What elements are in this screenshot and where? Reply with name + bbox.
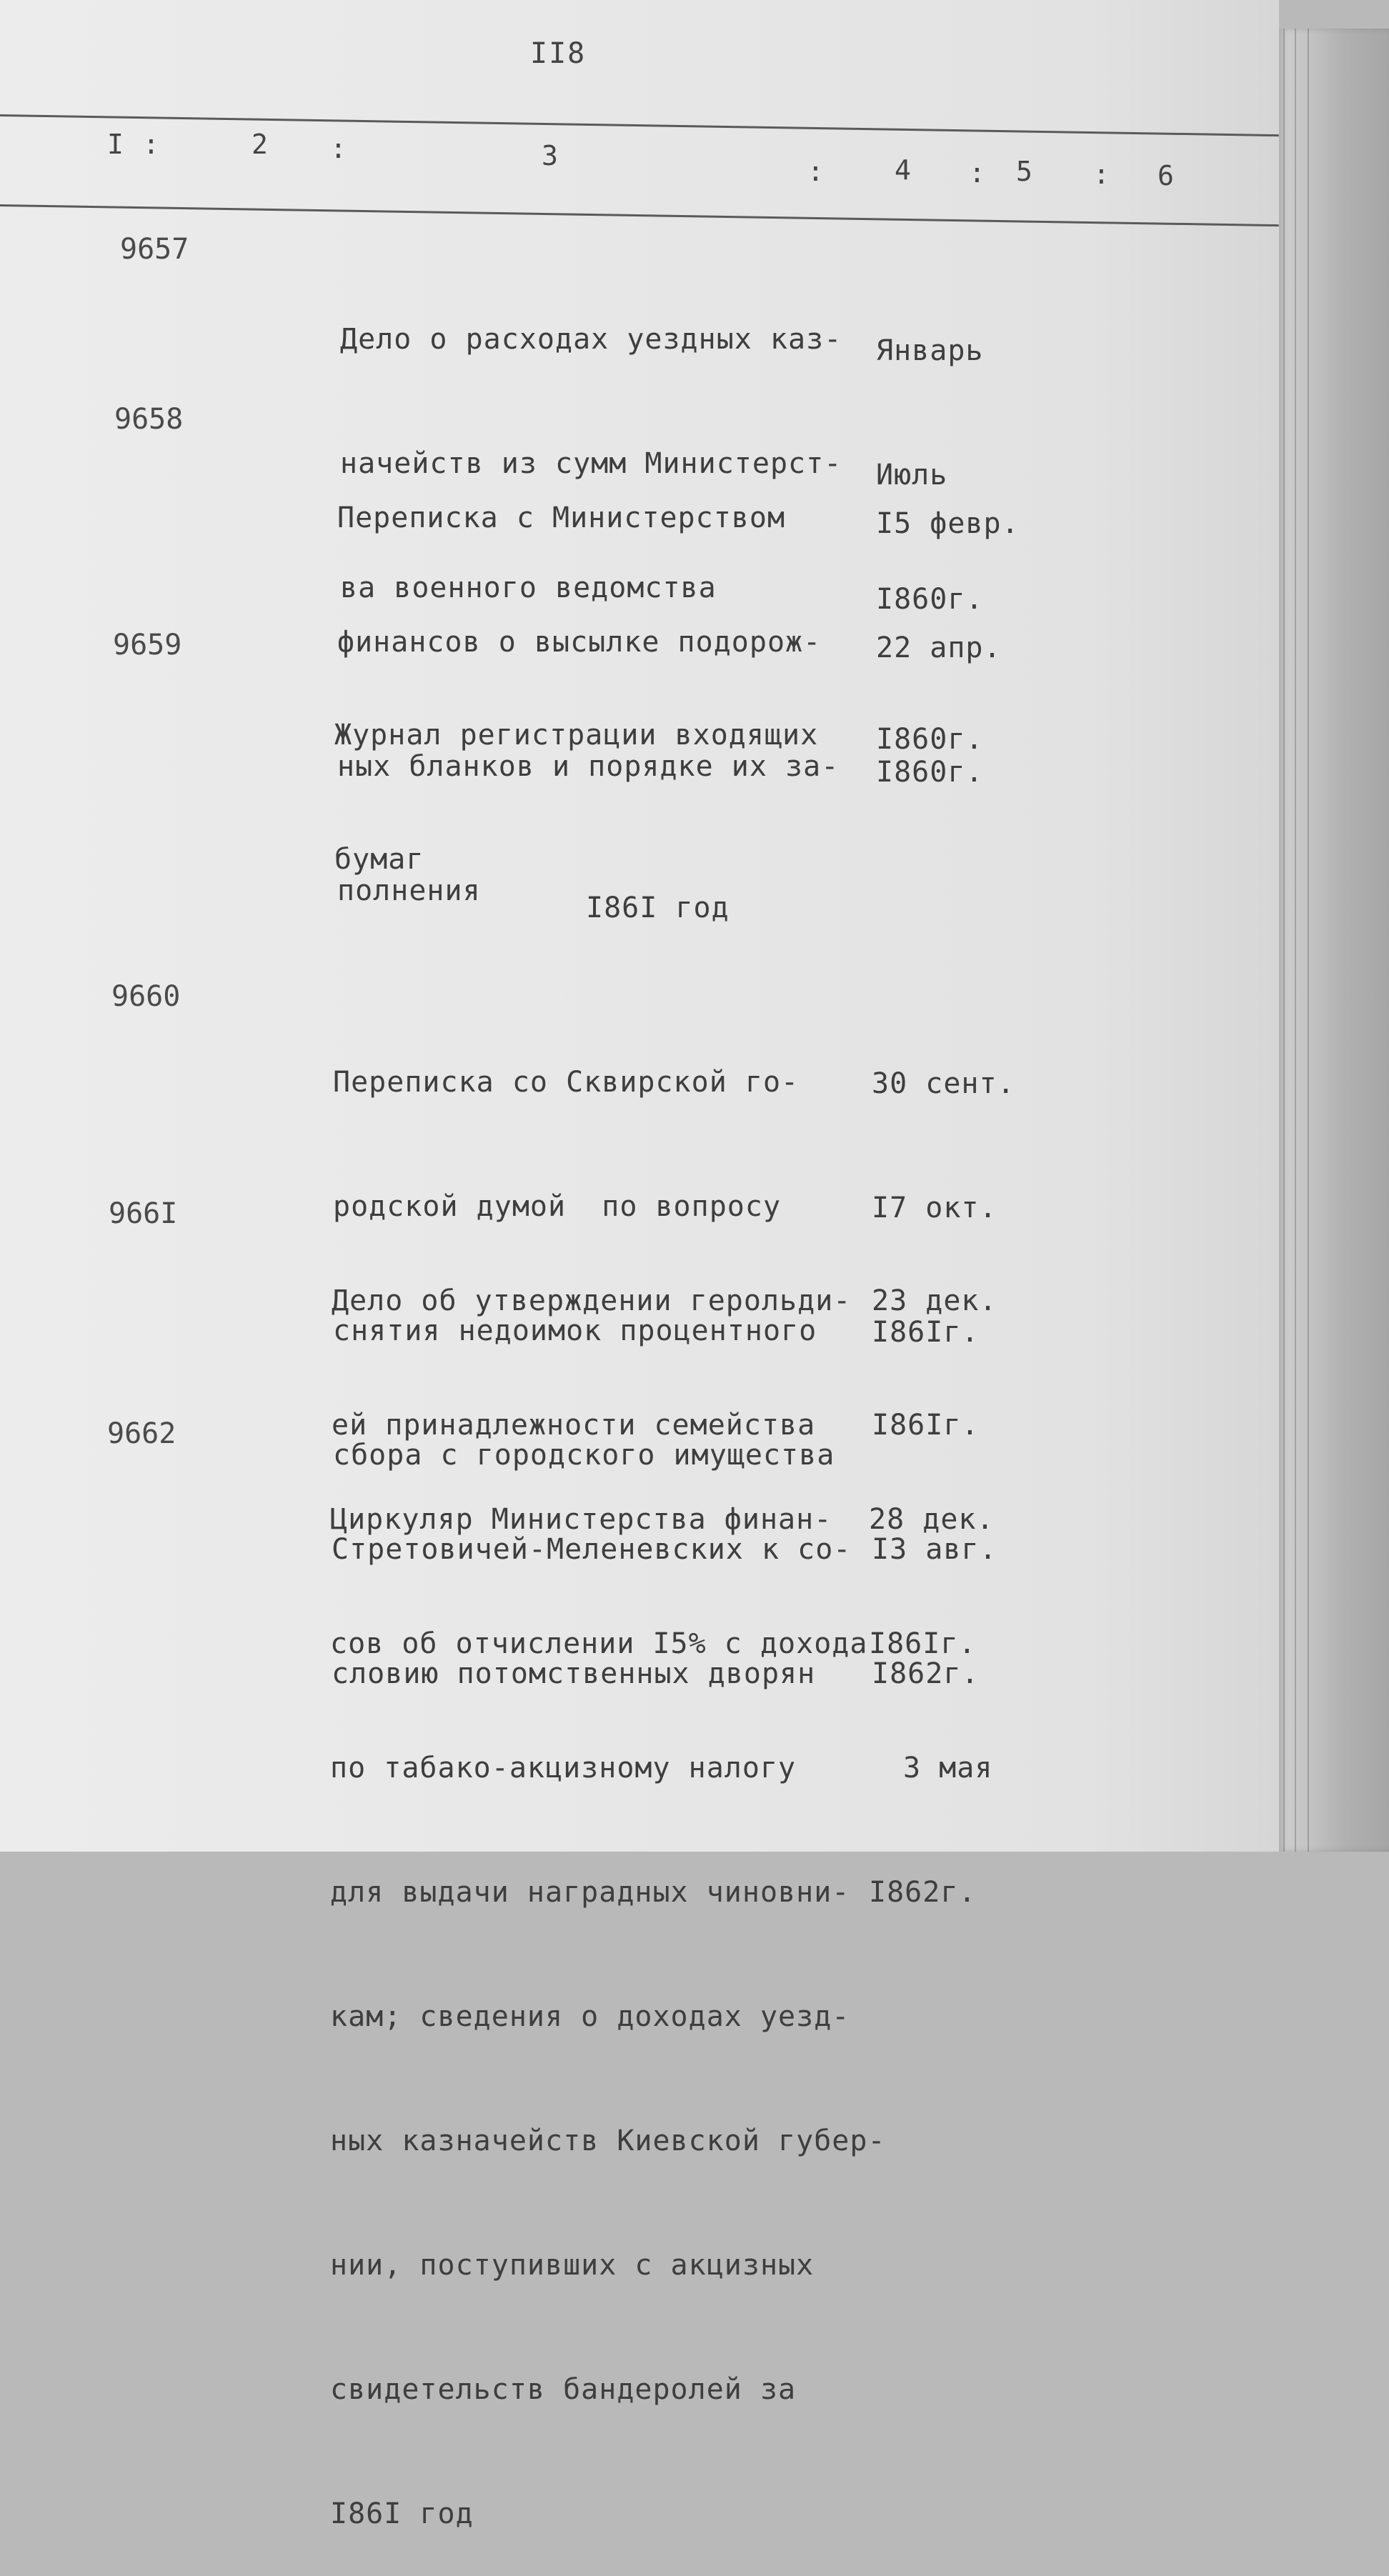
entry-number: 9659 xyxy=(113,629,182,662)
entry-date-line: 3 мая xyxy=(903,1752,993,1784)
entry-text-line: нии, поступивших с акцизных xyxy=(330,2249,815,2282)
column-header-3: 3 xyxy=(542,140,558,171)
entry-text-line: родской думой по вопросу xyxy=(333,1190,782,1223)
entry-text-line: бумаг xyxy=(334,843,424,876)
entry-description xyxy=(334,631,818,922)
entry-date-line: 30 сент. xyxy=(872,1067,1015,1100)
entry-date-line: I5 февр. xyxy=(876,507,1020,540)
column-header-5: 5 xyxy=(1016,156,1032,187)
column-header-2: 2 xyxy=(252,129,268,160)
entry-text-line: I86I год xyxy=(330,2497,474,2530)
entry-date-line: I860г. xyxy=(876,723,984,756)
entry-text-line: ей принадлежности семейства xyxy=(332,1409,816,1442)
section-title-year: I86I год xyxy=(586,892,730,924)
page-edge-line xyxy=(1283,29,1285,1852)
entry-number: 966I xyxy=(109,1197,178,1230)
entry-text-line: сов об отчислении I5% с дохода xyxy=(330,1627,868,1660)
entry-number: 9658 xyxy=(114,403,184,436)
page-edge-line xyxy=(1308,29,1309,1852)
entry-text-line: начейств из сумм Министерст- xyxy=(340,447,842,480)
entry-date-line: Январь xyxy=(876,334,984,367)
entry-date-line: I3 авг. xyxy=(872,1533,997,1566)
entry-number: 9662 xyxy=(107,1417,176,1450)
entry-date xyxy=(869,1416,995,1955)
entry-date-line: I862г. xyxy=(869,1876,977,1909)
entry-text-line: свидетельств бандеролей за xyxy=(330,2373,797,2406)
entry-date-line: 22 апр. xyxy=(876,631,1002,664)
column-separator: : xyxy=(143,129,159,160)
entry-text-line: для выдачи наградных чиновни- xyxy=(330,1876,850,1909)
entry-date-line: I86Iг. xyxy=(872,1409,980,1442)
column-header-6: 6 xyxy=(1158,160,1174,191)
entry-text-line: Стретовичей-Меленевских к со- xyxy=(332,1533,852,1566)
entry-date-line: I860г. xyxy=(876,583,984,616)
entry-date-line: I86Iг. xyxy=(872,1316,980,1349)
column-header-4: 4 xyxy=(895,154,911,186)
entry-date-line: I86Iг. xyxy=(869,1627,977,1660)
entry-text-line: Переписка с Министерством xyxy=(337,501,786,534)
entry-text-line: полнения xyxy=(337,874,481,907)
entry-text-line: снятия недоимок процентного xyxy=(333,1314,817,1347)
entry-date xyxy=(876,636,984,802)
entry-text-line: Циркуляр Министерства финан- xyxy=(330,1503,832,1536)
page-number: II8 xyxy=(530,37,587,70)
column-separator: : xyxy=(1093,159,1110,190)
entry-text-line: Журнал регистрации входящих xyxy=(334,719,819,752)
column-separator: : xyxy=(330,133,347,164)
entry-text-line: ных бланков и порядке их за- xyxy=(337,750,840,783)
entry-date-line: Июль xyxy=(876,459,948,491)
column-header-1: I xyxy=(107,129,124,160)
entry-description xyxy=(330,1416,886,2576)
entry-text-line: Переписка со Сквирской го- xyxy=(333,1066,800,1099)
entry-text-line: кам; сведения о доходах уезд- xyxy=(330,2000,850,2033)
entry-text-line: по табако-акцизному налогу xyxy=(330,1752,797,1784)
entry-number: 9660 xyxy=(111,980,181,1013)
page-edge-line xyxy=(1295,29,1296,1852)
entry-number: 9657 xyxy=(120,233,189,266)
entry-date-line: I862г. xyxy=(872,1657,980,1690)
entry-text-line: Дело об утверждении герольди- xyxy=(332,1284,852,1317)
entry-text-line: ва военного ведомства xyxy=(340,571,717,604)
entry-text-line: Дело о расходах уездных каз- xyxy=(340,323,842,356)
entry-text-line: сбора с городского имущества xyxy=(333,1439,835,1472)
entry-text-line: словию потомственных дворян xyxy=(332,1657,816,1690)
entry-date-line: 23 дек. xyxy=(872,1284,997,1317)
entry-date-line: I7 окт. xyxy=(872,1192,997,1224)
entry-date-line: 28 дек. xyxy=(869,1503,995,1536)
entry-date-line: I860г. xyxy=(876,756,984,789)
column-separator: : xyxy=(807,156,824,187)
entry-text-line: финансов о высылке подорож- xyxy=(337,626,822,659)
entry-text-line: ных казначейств Киевской губер- xyxy=(330,2125,886,2157)
column-separator: : xyxy=(969,157,985,189)
